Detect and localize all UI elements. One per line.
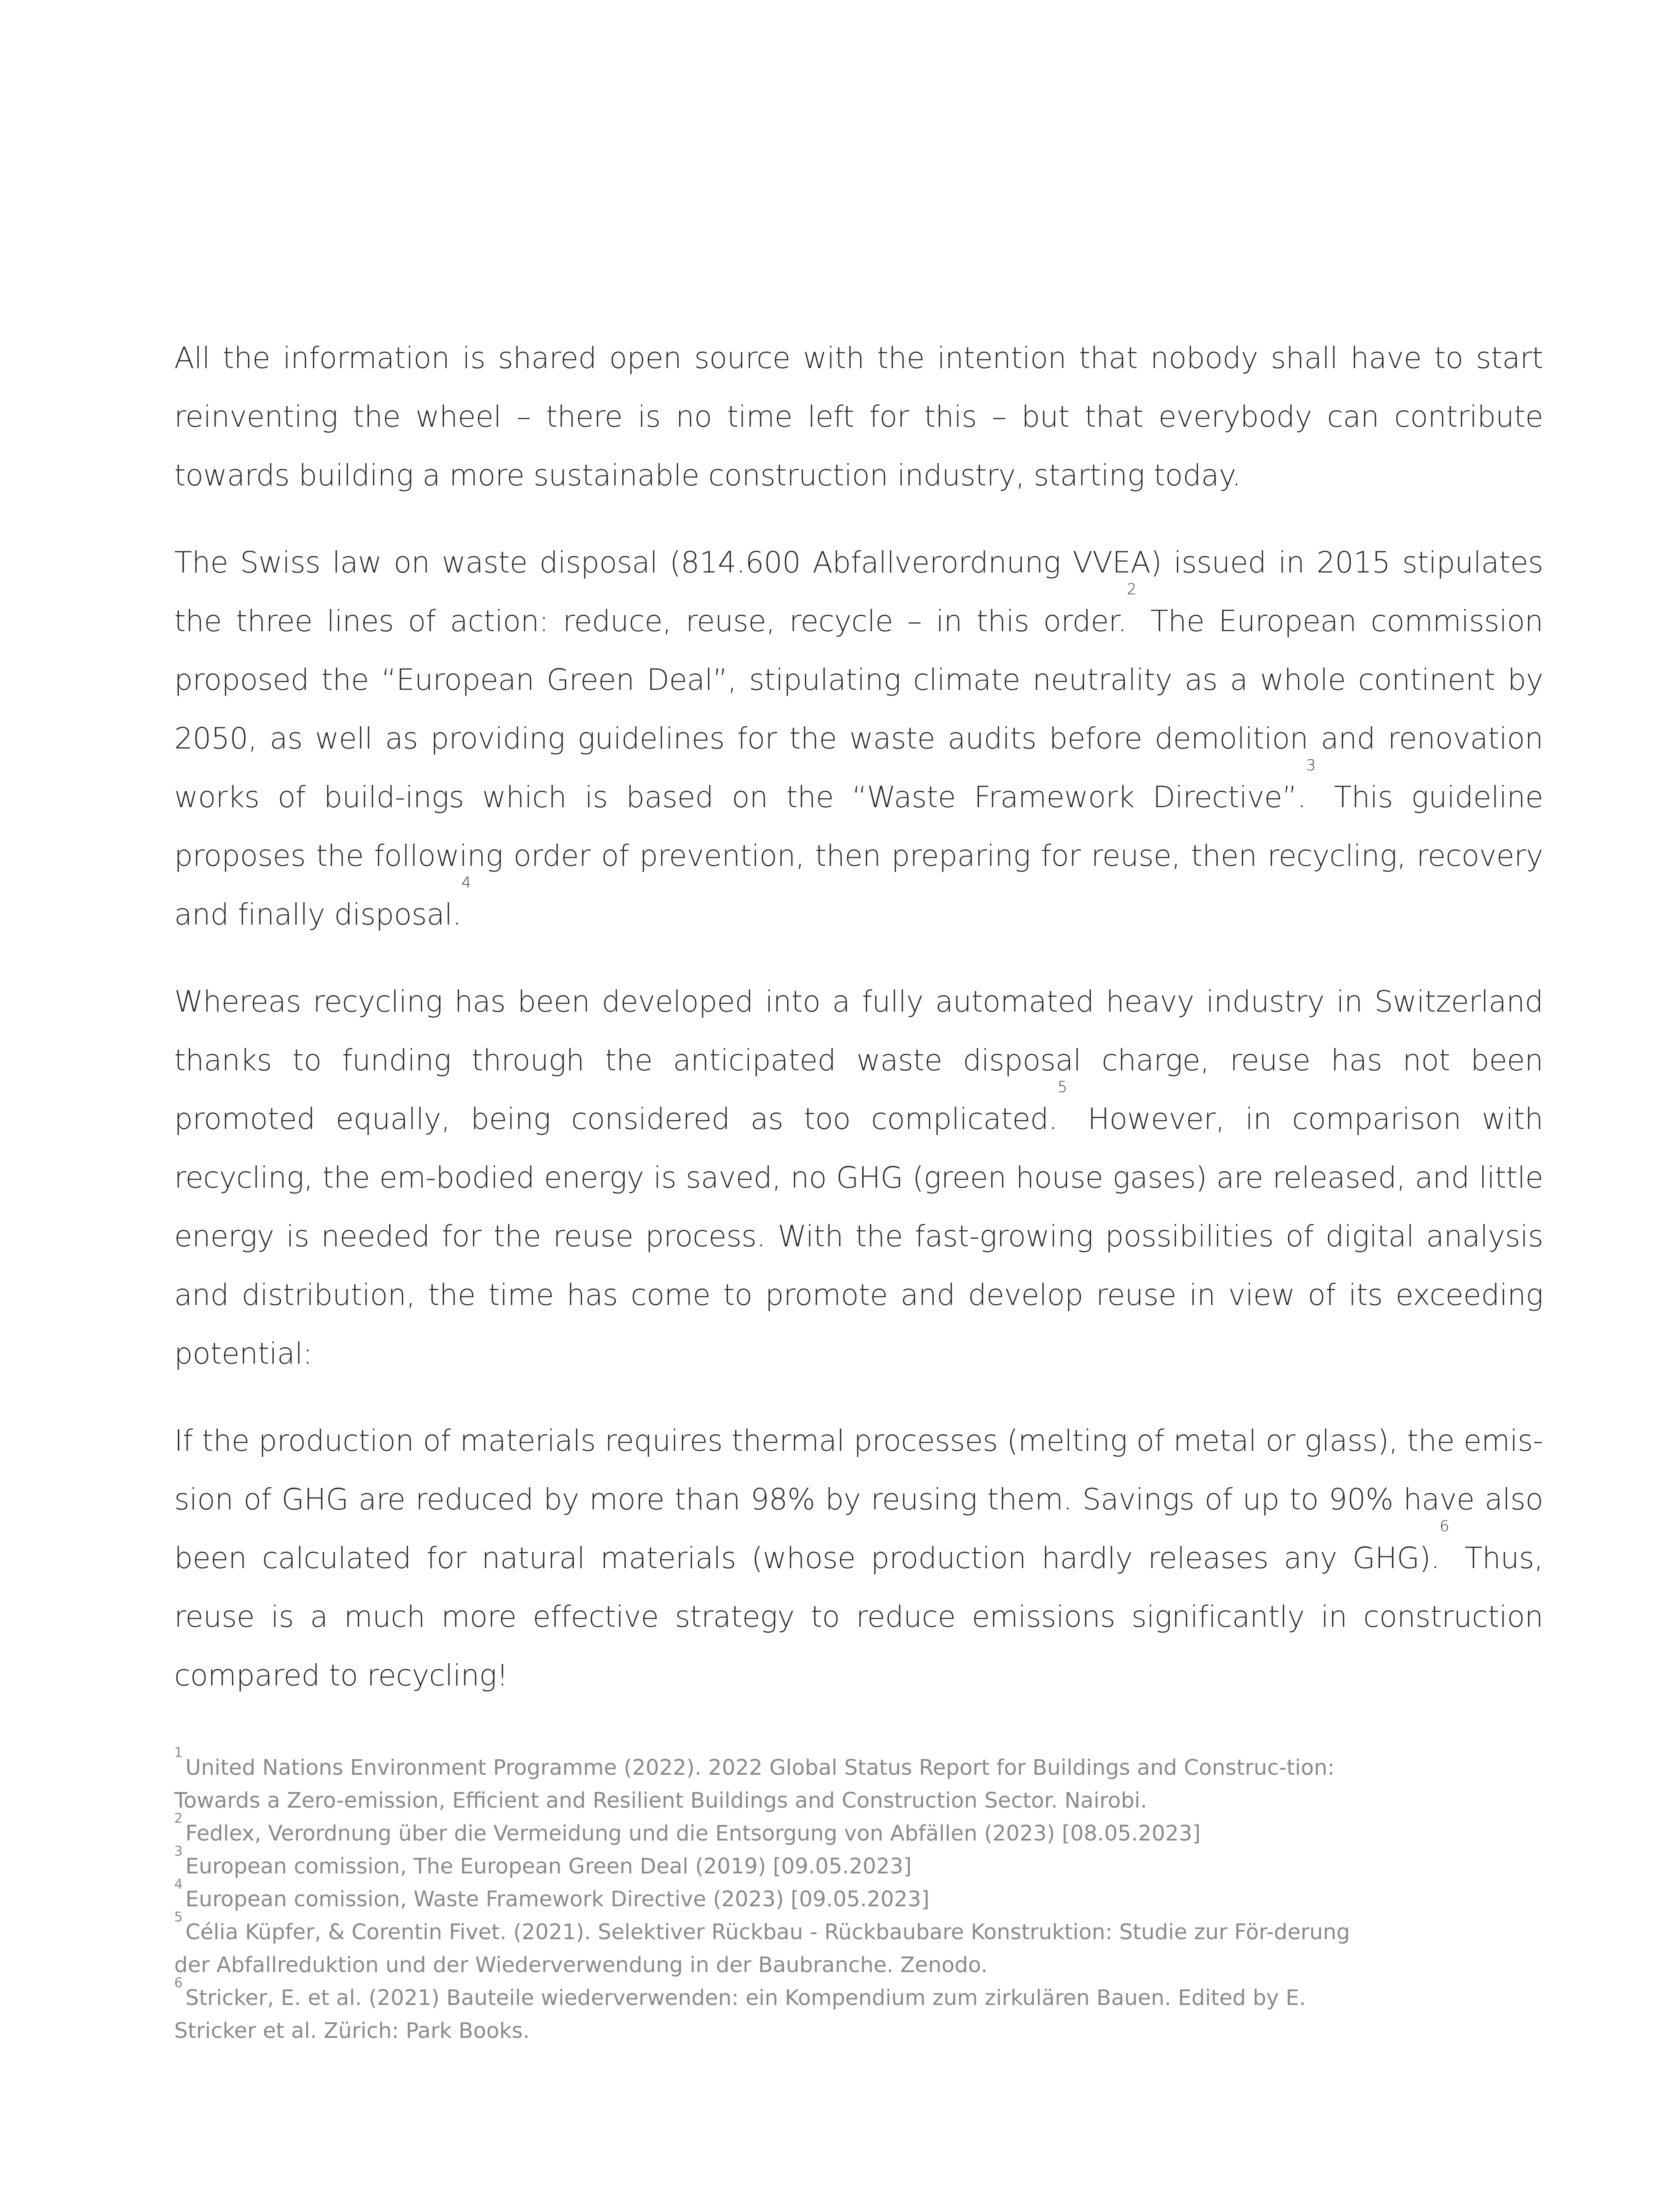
paragraph-text: This guideline proposes the following order of prevention, then preparing for reuse, then recycling, recovery and finally disposal.	[174, 780, 1543, 932]
footnote-number: 3	[174, 1844, 183, 1859]
footnote-number: 5	[174, 1909, 183, 1925]
footnote-number: 1	[174, 1745, 183, 1761]
footnote-ref[interactable]: 6	[1440, 1517, 1449, 1535]
paragraph-text: If the production of materials requires thermal processes (melting of metal or glass), the emis-sion of GHG are reduced by more than 98% by reusing them. Savings of up to 90% have also been calculated for natural materials (whose production hardly releases any GHG).	[174, 1424, 1543, 1575]
footnotes	[174, 1745, 1374, 2047]
footnote-text: European comission, Waste Framework Directive (2023) [09.05.2023]	[185, 1887, 930, 1912]
footnote-text: European comission, The European Green Deal (2019) [09.05.2023]	[185, 1854, 912, 1879]
paragraph-4	[174, 1412, 1543, 1705]
footnote-6	[174, 1975, 1374, 2047]
paragraph-2	[174, 533, 1543, 944]
paragraph-text: The European commission proposed the “European Green Deal”, stipulating climate neutrality as a whole continent by 2050, as well as providing guidelines for the waste audits before demolition and renovation works of build-ings which is based on the “Waste Framework Directive”.	[174, 604, 1544, 814]
footnote-text: Fedlex, Verordnung über die Vermeidung und die Entsorgung von Abfällen (2023) [08.05.2023]	[185, 1821, 1201, 1846]
body-text	[174, 329, 1543, 1733]
footnote-ref[interactable]: 4	[461, 874, 471, 892]
footnote-text: Stricker, E. et al. (2021) Bauteile wiederverwenden: ein Kompendium zum zirkulären Bauen. Edited by E. Stricker et al. Zürich: Park Books.	[174, 1985, 1306, 2043]
footnote-number: 4	[174, 1877, 183, 1892]
footnote-ref[interactable]: 2	[1127, 580, 1136, 598]
footnote-text: United Nations Environment Programme (2022). 2022 Global Status Report for Buildings and Construc-tion: Towards a Zero-emission, Efficient and Resilient Buildings and Construction Sector. Nairobi.	[174, 1755, 1335, 1813]
paragraph-text: Thus, reuse is a much more effective strategy to reduce emissions significantly in construction compared to recycling!	[174, 1541, 1543, 1693]
footnote-4	[174, 1877, 1374, 1916]
footnote-1	[174, 1745, 1374, 1817]
paragraph-text: The Swiss law on waste disposal (814.600 Abfallverordnung VVEA) issued in 2015 stipulates the three lines of action: reduce, reuse, recycle – in this order.	[174, 545, 1543, 638]
footnote-2	[174, 1811, 1374, 1850]
footnote-ref[interactable]: 3	[1306, 756, 1316, 774]
paragraph-text: However, in comparison with recycling, the em-bodied energy is saved, no GHG (green house gases) are released, and little energy is needed for the reuse process. With the fast-growing possibilities of digital analysis and distribution, the time has come to promote and develop reuse in view of its exceeding potential:	[174, 1102, 1543, 1371]
paragraph-text: All the information is shared open source with the intention that nobody shall have to start reinventing the wheel – there is no time left for this – but that everybody can contribute towards building a more sustainable construction industry, starting today.	[174, 341, 1543, 492]
footnote-text: Célia Küpfer, & Corentin Fivet. (2021). Selektiver Rückbau - Rückbaubare Konstruktion: Studie zur För-derung der Abfallreduktion und der Wiederverwendung in der Baubranche. Zenodo.	[174, 1920, 1350, 1977]
footnote-number: 2	[174, 1811, 183, 1826]
paragraph-1	[174, 329, 1543, 505]
footnote-3	[174, 1844, 1374, 1883]
footnote-number: 6	[174, 1975, 183, 1991]
footnote-5	[174, 1909, 1374, 1981]
paragraph-text: Whereas recycling has been developed into a fully automated heavy industry in Switzerland thanks to funding through the anticipated waste disposal charge, reuse has not been promoted equally, being considered as too complicated.	[174, 984, 1543, 1136]
footnote-ref[interactable]: 5	[1057, 1078, 1067, 1096]
paragraph-3	[174, 972, 1543, 1383]
